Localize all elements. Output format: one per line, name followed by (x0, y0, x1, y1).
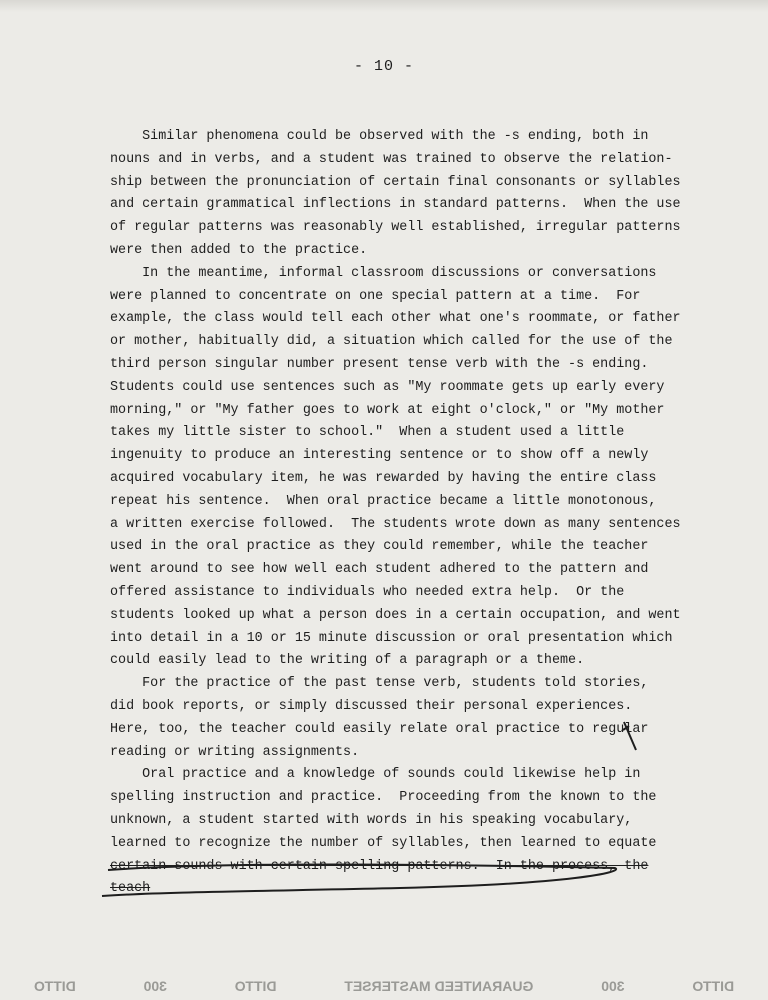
ditto-master-footer (0, 972, 768, 1000)
text-line: ingenuity to produce an interesting sentence or to show off a newly (110, 448, 649, 464)
text-line: could easily lead to the writing of a paragraph or a theme. (110, 653, 585, 669)
text-line: were planned to concentrate on one special pattern at a time. For (110, 288, 641, 304)
text-line: learned to recognize the number of syllables, then learned to equate (110, 835, 657, 851)
text-line: Similar phenomena could be observed with the -s ending, both in (110, 129, 649, 144)
footer-mark: 300 (601, 978, 625, 994)
scan-top-edge (0, 0, 768, 12)
text-line: Oral practice and a knowledge of sounds could likewise help in (110, 767, 641, 783)
text-line: morning," or "My father goes to work at eight o'clock," or "My mother (110, 402, 665, 418)
text-line: In the meantime, informal classroom discussions or conversations (110, 265, 657, 281)
text-line: were then added to the practice. (110, 242, 368, 258)
text-line: spelling instruction and practice. Proceeding from the known to the (110, 790, 657, 806)
page-number: - 10 - (353, 58, 414, 75)
text-line: and certain grammatical inflections in standard patterns. When the use (110, 197, 681, 213)
text-line: of regular patterns was reasonably well established, irregular patterns (110, 220, 681, 236)
text-line: Students could use sentences such as "My roommate gets up early every (110, 379, 665, 395)
text-line: Here, too, the teacher could easily relate oral practice to regular (110, 721, 649, 737)
text-line: went around to see how well each student adhered to the pattern and (110, 562, 649, 578)
text-line: For the practice of the past tense verb, students told stories, (110, 676, 649, 692)
text-line: example, the class would tell each other what one's roommate, or father (110, 311, 681, 327)
footer-mark: DITTO (692, 978, 735, 994)
text-line: reading or writing assignments. (110, 744, 360, 760)
text-line: unknown, a student started with words in his speaking vocabulary, (110, 812, 633, 828)
struck-line: teach (110, 881, 151, 897)
text-line: or mother, habitually did, a situation which called for the use of the (110, 334, 673, 350)
text-line: did book reports, or simply discussed their personal experiences. (110, 698, 633, 714)
pen-caret-mark (620, 720, 640, 754)
text-line: used in the oral practice as they could remember, while the teacher (110, 539, 649, 555)
text-line: nouns and in verbs, and a student was trained to observe the relation- (110, 151, 673, 167)
footer-mark: DITTO (234, 978, 277, 994)
footer-mark: 300 (143, 978, 167, 994)
text-line: takes my little sister to school." When a student used a little (110, 425, 625, 441)
struck-line: certain sounds with certain spelling patterns. In the process, the (110, 858, 649, 874)
text-line: into detail in a 10 or 15 minute discussion or oral presentation which (110, 630, 673, 646)
footer-mark: GUARANTEED MASTERSET (344, 978, 534, 994)
text-line: acquired vocabulary item, he was rewarded by having the entire class (110, 470, 657, 486)
text-line: offered assistance to individuals who needed extra help. Or the (110, 584, 625, 600)
text-line: students looked up what a person does in a certain occupation, and went (110, 607, 681, 623)
footer-mark: DITTO (33, 978, 76, 994)
text-line: ship between the pronunciation of certain final consonants or syllables (110, 174, 681, 190)
text-line: third person singular number present tense verb with the -s ending. (110, 356, 649, 372)
pen-strike-mark (100, 858, 640, 900)
text-line: repeat his sentence. When oral practice became a little monotonous, (110, 493, 657, 509)
text-line: a written exercise followed. The students wrote down as many sentences (110, 516, 681, 532)
typed-body (110, 126, 681, 901)
